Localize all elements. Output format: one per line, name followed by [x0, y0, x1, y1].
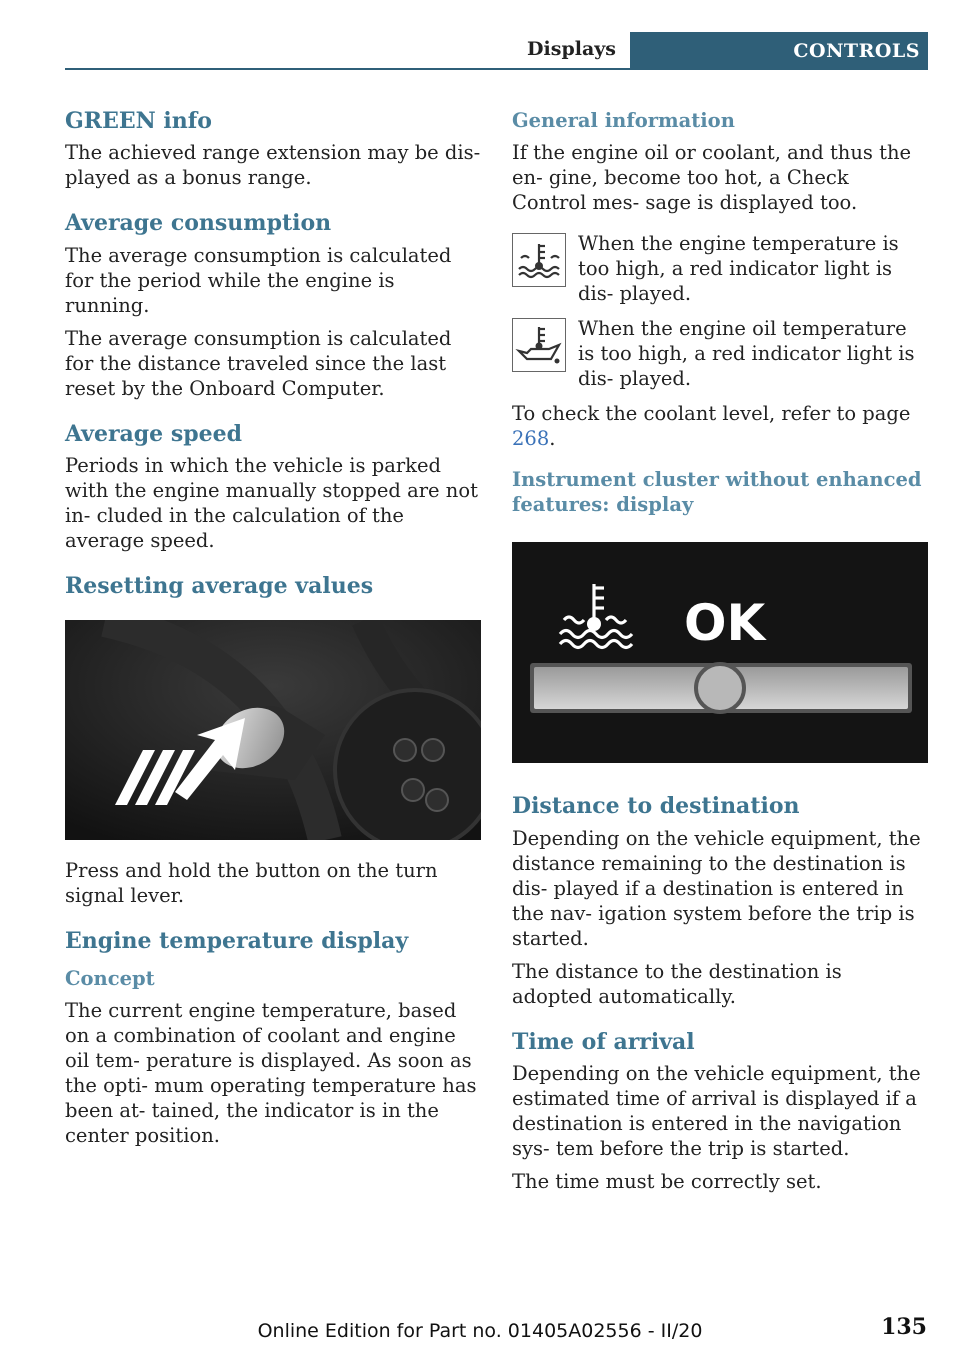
heading-concept: Concept — [65, 966, 155, 990]
heading-general-information: General information — [512, 109, 735, 132]
text-arrival-2: The time must be correctly set. — [512, 1169, 822, 1193]
coolant-temperature-icon — [512, 233, 566, 287]
heading-average-speed: Average speed — [65, 420, 242, 447]
heading-time-of-arrival: Time of arrival — [512, 1028, 695, 1055]
page-number: 135 — [881, 1314, 927, 1340]
text-green-info: The achieved range extension may be dis‐ played as a bonus range. — [65, 141, 481, 190]
page-268-link[interactable]: 268 — [512, 426, 550, 450]
heading-average-consumption: Average consumption — [65, 210, 332, 237]
text-average-consumption-2: The average consumption is calculated for the distance traveled since the last reset by the Onboard Computer. — [65, 326, 452, 400]
heading-engine-temperature-display: Engine temperature display — [65, 927, 409, 954]
text-concept: The current engine temperature, based on a combination of coolant and engine oil tem‐ perature is displayed. As soon as the opti‐ mum operating temperature has been at‐ tained, the indicator is in the center position. — [65, 998, 477, 1147]
text-distance-1: Depending on the vehicle equipment, the distance remaining to the destination is dis‐ played if a destination is entered in the nav‐ igation system before the trip is started. — [512, 826, 921, 950]
heading-resetting-average-values: Resetting average values — [65, 573, 374, 600]
heading-green-info: GREEN info — [65, 108, 212, 134]
heading-instrument-cluster: Instrument cluster without enhanced features: display — [512, 467, 922, 517]
text-distance-2: The distance to the destination is adopted automatically. — [512, 959, 842, 1008]
header-rule — [65, 68, 928, 70]
engine-temperature-display-image — [512, 542, 928, 763]
text-oil-warning: When the engine oil temperature is too high, a red indicator light is dis‐ played. — [578, 316, 915, 390]
left-column — [65, 108, 481, 1156]
text-arrival-1: Depending on the vehicle equipment, the estimated time of arrival is displayed if a destination is entered in the navigation sys‐ tem before the trip is started. — [512, 1061, 921, 1160]
right-column — [512, 108, 928, 1202]
text-check-coolant: To check the coolant level, refer to page 268. — [512, 401, 911, 450]
text-general-information: If the engine oil or coolant, and thus the en‐ gine, become too hot, a Check Control mes‐ sage is displayed too. — [512, 140, 912, 214]
caption-turn-signal: Press and hold the button on the turn signal lever. — [65, 858, 438, 907]
header-section-title: Displays — [527, 38, 616, 60]
header-chapter-tab: CONTROLS — [630, 32, 928, 70]
footer-edition-text: Online Edition for Part no. 01405A02556 - II/20 — [257, 1320, 703, 1342]
page-header — [65, 32, 928, 70]
heading-distance-to-destination: Distance to destination — [512, 793, 800, 820]
oil-temperature-icon — [512, 318, 566, 372]
text-coolant-warning: When the engine temperature is too high, a red indicator light is dis‐ played. — [578, 231, 899, 305]
turn-signal-button-arrow-icon — [65, 620, 481, 840]
page-footer — [0, 1314, 960, 1354]
oil-warning-row — [512, 316, 928, 391]
text-average-speed: Periods in which the vehicle is parked with the engine manually stopped are not in‐ cluded in the calculation of the average speed. — [65, 454, 478, 553]
text-average-consumption-1: The average consumption is calculated for the period while the engine is running. — [65, 243, 452, 317]
turn-signal-lever-photo — [65, 620, 481, 840]
coolant-warning-row — [512, 231, 928, 306]
display-ok-text: OK — [684, 594, 766, 653]
